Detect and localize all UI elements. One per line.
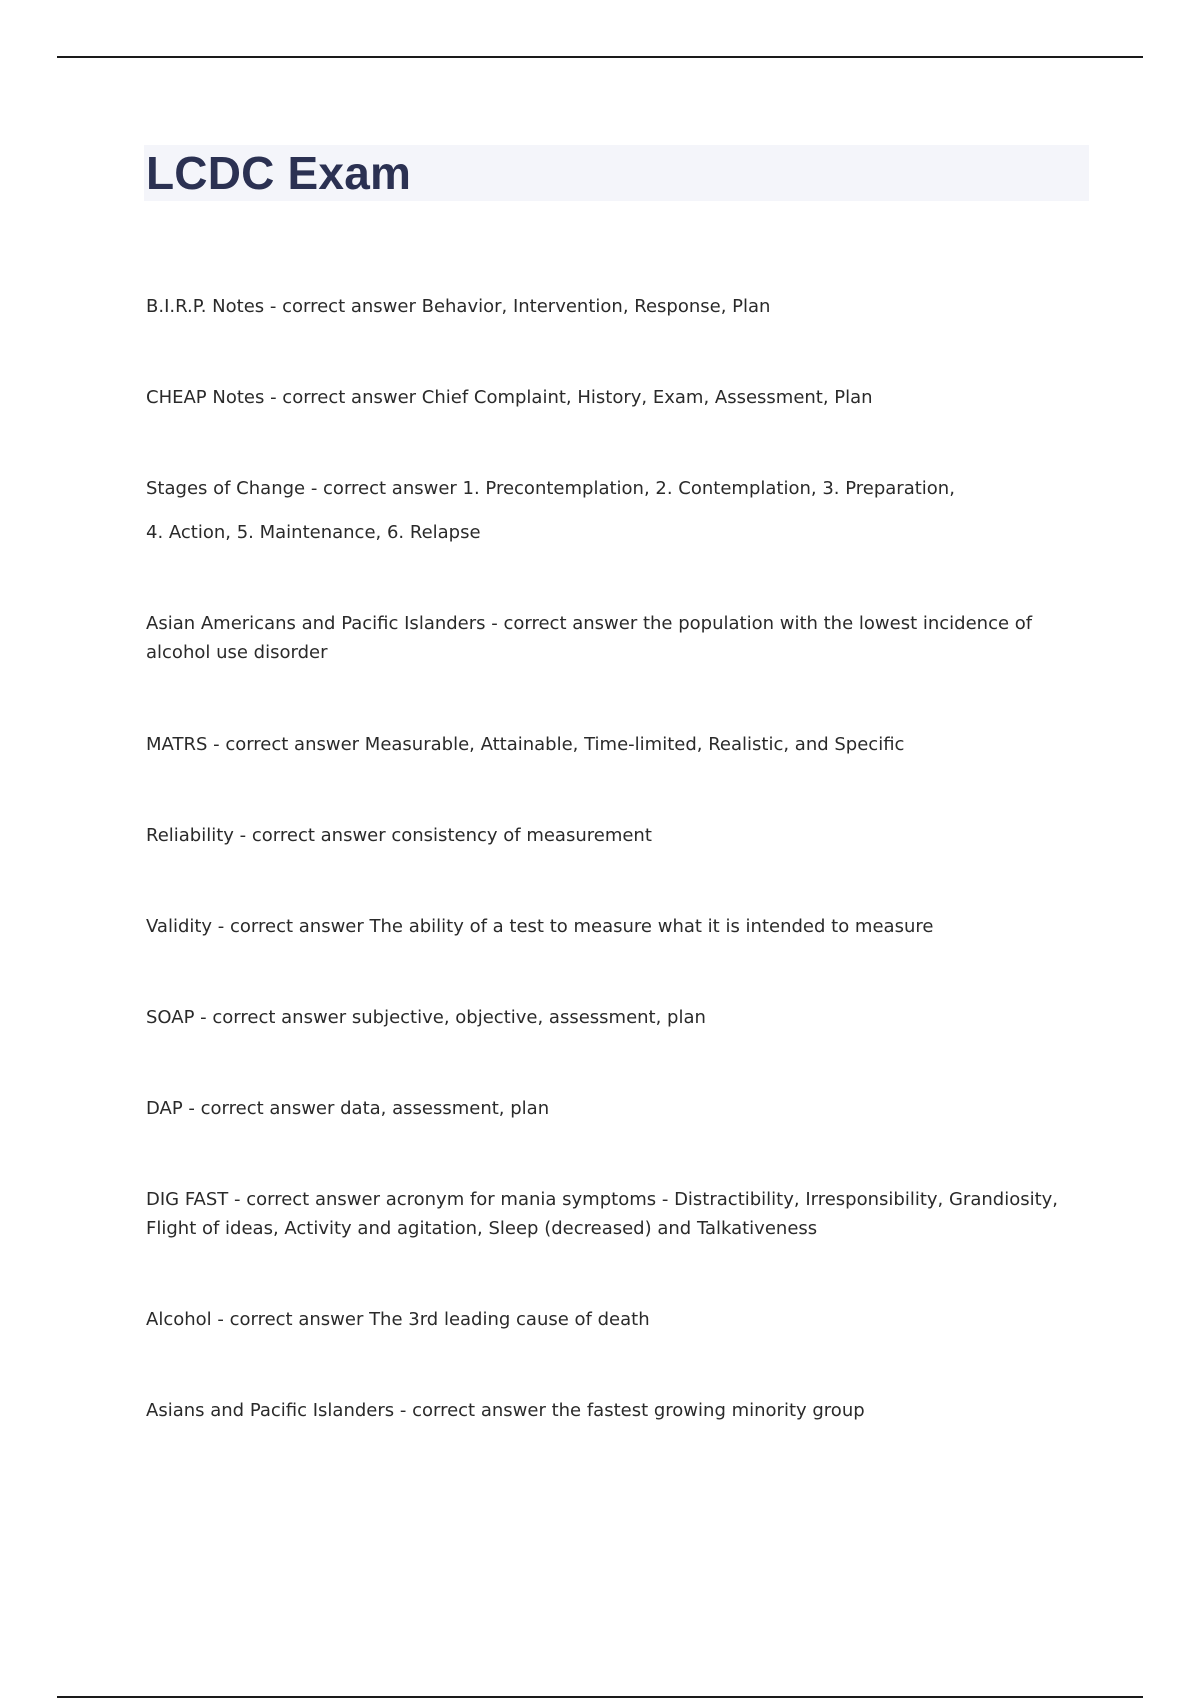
- entry-dap: DAP - correct answer data, assessment, plan: [146, 1098, 550, 1119]
- document-title: LCDC Exam: [146, 147, 412, 199]
- entry-soap: SOAP - correct answer subjective, objective, assessment, plan: [146, 1007, 706, 1028]
- entry-matrs: MATRS - correct answer Measurable, Attainable, Time-limited, Realistic, and Specific: [146, 734, 905, 755]
- entry-stages-of-change: Stages of Change - correct answer 1. Precontemplation, 2. Contemplation, 3. Preparation,: [146, 478, 955, 499]
- bottom-divider: [57, 1696, 1143, 1698]
- entry-stages-of-change-continued: 4. Action, 5. Maintenance, 6. Relapse: [146, 522, 481, 543]
- entry-asians-pacific-islanders: Asians and Pacific Islanders - correct answer the fastest growing minority group: [146, 1400, 865, 1421]
- entry-dig-fast: DIG FAST - correct answer acronym for mania symptoms - Distractibility, Irresponsibility, Grandiosity, Flight of ideas, Activity and agitation, Sleep (decreased) and Talkativeness: [146, 1189, 1059, 1239]
- entry-reliability: Reliability - correct answer consistency of measurement: [146, 825, 652, 846]
- top-divider: [57, 56, 1143, 58]
- entry-alcohol: Alcohol - correct answer The 3rd leading cause of death: [146, 1309, 650, 1330]
- entry-asian-americans-pacific-islanders: Asian Americans and Pacific Islanders - correct answer the population with the lowest incidence of alcohol use disorder: [146, 613, 1033, 663]
- entry-validity: Validity - correct answer The ability of a test to measure what it is intended to measure: [146, 916, 934, 937]
- entry-cheap-notes: CHEAP Notes - correct answer Chief Complaint, History, Exam, Assessment, Plan: [146, 387, 873, 408]
- entry-birp-notes: B.I.R.P. Notes - correct answer Behavior, Intervention, Response, Plan: [146, 296, 771, 317]
